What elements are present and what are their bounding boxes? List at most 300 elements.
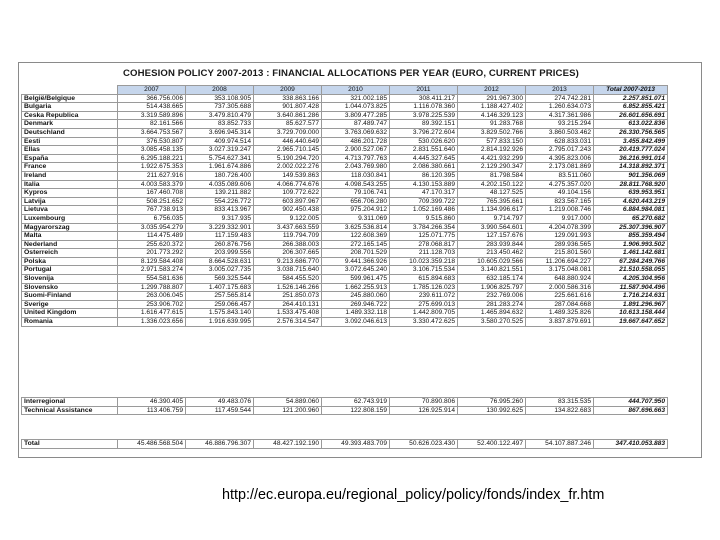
year-value-cell: 4.713.797.763 xyxy=(322,154,390,163)
year-value-cell: 656.706.280 xyxy=(322,197,390,206)
row-total-cell: 6.852.855.421 xyxy=(594,103,668,112)
year-value-cell: 118.030.841 xyxy=(322,171,390,180)
allocation-table xyxy=(21,85,668,327)
year-value-cell: 259.066.457 xyxy=(186,300,254,309)
year-value-cell: 4.035.089.606 xyxy=(186,180,254,189)
row-label: Ellas xyxy=(22,146,118,155)
row-label: Sverige xyxy=(22,300,118,309)
year-value-cell: 83.852.733 xyxy=(186,120,254,129)
year-value-cell: 3.664.753.567 xyxy=(118,128,186,137)
year-value-cell: 215.801.560 xyxy=(526,249,594,258)
year-value-cell: 709.399.722 xyxy=(390,197,458,206)
year-value-cell: 9.213.686.770 xyxy=(254,257,322,266)
year-value-cell: 119.794.709 xyxy=(254,232,322,241)
row-label: France xyxy=(22,163,118,172)
year-value-cell: 10.605.029.566 xyxy=(458,257,526,266)
year-value-cell: 9.317.935 xyxy=(186,214,254,223)
year-value-cell: 291.967.300 xyxy=(458,94,526,103)
year-value-cell: 1.906.825.797 xyxy=(458,283,526,292)
header-blank-cell xyxy=(22,86,118,95)
row-label: Deutschland xyxy=(22,128,118,137)
row-label: Technical Assistance xyxy=(22,406,118,415)
year-value-cell: 530.026.620 xyxy=(390,137,458,146)
year-value-cell: 3.580.270.525 xyxy=(458,318,526,327)
year-value-cell: 2.043.769.980 xyxy=(322,163,390,172)
country-row xyxy=(22,146,668,155)
year-value-cell: 1.052.169.486 xyxy=(390,206,458,215)
row-total-cell: 639.953.951 xyxy=(594,189,668,198)
row-total-cell: 67.284.249.766 xyxy=(594,257,668,266)
year-value-cell: 70.890.806 xyxy=(390,398,458,407)
year-value-cell: 180.726.400 xyxy=(186,171,254,180)
year-value-cell: 2.086.380.661 xyxy=(390,163,458,172)
year-value-cell: 3.140.821.551 xyxy=(458,266,526,275)
year-value-cell: 2.965.710.145 xyxy=(254,146,322,155)
row-label: Polska xyxy=(22,257,118,266)
year-value-cell: 1.662.255.913 xyxy=(322,283,390,292)
year-value-cell: 5.754.627.341 xyxy=(186,154,254,163)
year-value-cell: 1.785.126.023 xyxy=(390,283,458,292)
year-value-cell: 126.925.914 xyxy=(390,406,458,415)
year-value-cell: 269.946.722 xyxy=(322,300,390,309)
total-header: Total 2007-2013 xyxy=(594,86,668,95)
year-value-cell: 54.889.060 xyxy=(254,398,322,407)
row-total-cell: 65.270.682 xyxy=(594,214,668,223)
year-value-cell: 278.068.817 xyxy=(390,240,458,249)
year-value-cell: 275.699.013 xyxy=(390,300,458,309)
year-value-cell: 2.129.290.347 xyxy=(458,163,526,172)
row-label: Nederland xyxy=(22,240,118,249)
row-label: België/Belgique xyxy=(22,94,118,103)
year-value-cell: 79.106.741 xyxy=(322,189,390,198)
year-value-cell: 569.325.544 xyxy=(186,275,254,284)
country-row xyxy=(22,257,668,266)
row-total-cell: 36.216.991.014 xyxy=(594,154,668,163)
row-label: Luxembourg xyxy=(22,214,118,223)
year-value-cell: 11.206.694.227 xyxy=(526,257,594,266)
year-value-cell: 253.906.702 xyxy=(118,300,186,309)
year-value-cell: 1.219.008.746 xyxy=(526,206,594,215)
year-value-cell: 3.479.810.479 xyxy=(186,111,254,120)
row-label: Denmark xyxy=(22,120,118,129)
row-label: Malta xyxy=(22,232,118,241)
country-row xyxy=(22,223,668,232)
row-total-cell: 26.330.756.565 xyxy=(594,128,668,137)
row-total-cell: 444.707.950 xyxy=(594,398,668,407)
year-value-cell: 615.894.683 xyxy=(390,275,458,284)
year-value-cell: 245.880.060 xyxy=(322,292,390,301)
year-value-cell: 130.992.625 xyxy=(458,406,526,415)
year-value-cell: 83.315.535 xyxy=(526,398,594,407)
year-value-cell: 3.978.225.539 xyxy=(390,111,458,120)
row-label: Latvija xyxy=(22,197,118,206)
row-total-cell: 26.601.656.691 xyxy=(594,111,668,120)
year-value-cell: 89.392.151 xyxy=(390,120,458,129)
country-row xyxy=(22,309,668,318)
year-value-cell: 260.876.756 xyxy=(186,240,254,249)
year-value-cell: 1.134.996.617 xyxy=(458,206,526,215)
grand-total-rows xyxy=(22,440,668,449)
year-value-cell: 2.971.583.274 xyxy=(118,266,186,275)
country-row xyxy=(22,283,668,292)
year-value-cell: 632.185.174 xyxy=(458,275,526,284)
year-value-cell: 554.581.636 xyxy=(118,275,186,284)
year-value-cell: 4.202.150.122 xyxy=(458,180,526,189)
year-value-cell: 9.515.860 xyxy=(390,214,458,223)
year-value-cell: 3.229.332.901 xyxy=(186,223,254,232)
year-value-cell: 2.814.192.926 xyxy=(458,146,526,155)
year-value-cell: 2.831.551.640 xyxy=(390,146,458,155)
year-value-cell: 1.533.475.408 xyxy=(254,309,322,318)
year-value-cell: 263.006.045 xyxy=(118,292,186,301)
year-value-cell: 257.565.814 xyxy=(186,292,254,301)
year-value-cell: 3.092.046.613 xyxy=(322,318,390,327)
table-title: COHESION POLICY 2007-2013 : FINANCIAL ALLOCATIONS PER YEAR (EURO, CURRENT PRICES) xyxy=(123,68,579,79)
year-value-cell: 139.211.882 xyxy=(186,189,254,198)
year-value-cell: 1.575.843.140 xyxy=(186,309,254,318)
row-total-cell: 20.419.777.024 xyxy=(594,146,668,155)
year-value-cell: 45.486.568.504 xyxy=(118,440,186,449)
row-label: Österreich xyxy=(22,249,118,258)
year-value-cell: 833.413.967 xyxy=(186,206,254,215)
year-value-cell: 281.283.274 xyxy=(458,300,526,309)
year-value-cell: 901.807.428 xyxy=(254,103,322,112)
year-value-cell: 3.319.589.896 xyxy=(118,111,186,120)
year-value-cell: 3.796.272.604 xyxy=(390,128,458,137)
year-value-cell: 338.863.166 xyxy=(254,94,322,103)
year-value-cell: 3.784.266.354 xyxy=(390,223,458,232)
year-value-cell: 129.091.993 xyxy=(526,232,594,241)
year-value-cell: 767.738.913 xyxy=(118,206,186,215)
row-total-cell: 855.359.494 xyxy=(594,232,668,241)
year-value-cell: 3.696.945.314 xyxy=(186,128,254,137)
year-value-cell: 2.900.527.067 xyxy=(322,146,390,155)
year-value-cell: 82.161.566 xyxy=(118,120,186,129)
year-value-cell: 121.200.960 xyxy=(254,406,322,415)
year-value-cell: 122.608.369 xyxy=(322,232,390,241)
grand-total-table xyxy=(21,439,668,449)
row-total-cell: 1.716.214.631 xyxy=(594,292,668,301)
row-total-cell: 613.022.836 xyxy=(594,120,668,129)
year-value-cell: 127.157.676 xyxy=(458,232,526,241)
year-header: 2010 xyxy=(322,86,390,95)
year-value-cell: 9.714.797 xyxy=(458,214,526,223)
country-row xyxy=(22,232,668,241)
country-row xyxy=(22,128,668,137)
row-total-cell: 28.811.768.920 xyxy=(594,180,668,189)
year-value-cell: 737.305.688 xyxy=(186,103,254,112)
country-row xyxy=(22,103,668,112)
year-value-cell: 1.489.332.118 xyxy=(322,309,390,318)
year-value-cell: 648.880.924 xyxy=(526,275,594,284)
country-row xyxy=(22,94,668,103)
year-value-cell: 3.330.472.625 xyxy=(390,318,458,327)
year-value-cell: 49.393.483.709 xyxy=(322,440,390,449)
year-value-cell: 4.445.327.645 xyxy=(390,154,458,163)
year-value-cell: 599.961.475 xyxy=(322,275,390,284)
country-row xyxy=(22,214,668,223)
year-value-cell: 1.489.325.826 xyxy=(526,309,594,318)
year-value-cell: 225.661.616 xyxy=(526,292,594,301)
year-value-cell: 5.190.294.720 xyxy=(254,154,322,163)
year-value-cell: 9.122.005 xyxy=(254,214,322,223)
row-label: Bulgaria xyxy=(22,103,118,112)
year-value-cell: 289.936.565 xyxy=(526,240,594,249)
country-row xyxy=(22,249,668,258)
country-row xyxy=(22,189,668,198)
year-value-cell: 251.850.073 xyxy=(254,292,322,301)
row-label: Slovenija xyxy=(22,275,118,284)
row-label: Total xyxy=(22,440,118,449)
country-row xyxy=(22,180,668,189)
year-value-cell: 9.917.000 xyxy=(526,214,594,223)
year-value-cell: 3.437.663.559 xyxy=(254,223,322,232)
row-label: Kypros xyxy=(22,189,118,198)
row-total-cell: 867.696.663 xyxy=(594,406,668,415)
row-label: Ceska Republica xyxy=(22,111,118,120)
year-value-cell: 1.299.788.807 xyxy=(118,283,186,292)
year-value-cell: 1.260.634.073 xyxy=(526,103,594,112)
row-total-cell: 347.410.053.883 xyxy=(594,440,668,449)
year-value-cell: 823.567.165 xyxy=(526,197,594,206)
year-value-cell: 213.450.462 xyxy=(458,249,526,258)
country-row xyxy=(22,120,668,129)
year-value-cell: 2.576.314.547 xyxy=(254,318,322,327)
year-value-cell: 3.829.502.766 xyxy=(458,128,526,137)
year-value-cell: 9.311.069 xyxy=(322,214,390,223)
year-value-cell: 446.440.649 xyxy=(254,137,322,146)
row-total-cell: 4.620.443.219 xyxy=(594,197,668,206)
row-total-cell: 25.307.396.907 xyxy=(594,223,668,232)
row-total-cell: 6.884.984.081 xyxy=(594,206,668,215)
extra-row xyxy=(22,406,668,415)
year-value-cell: 1.116.078.360 xyxy=(390,103,458,112)
country-row xyxy=(22,163,668,172)
row-total-cell: 901.356.069 xyxy=(594,171,668,180)
year-value-cell: 3.175.048.081 xyxy=(526,266,594,275)
year-value-cell: 47.170.317 xyxy=(390,189,458,198)
year-value-cell: 206.307.665 xyxy=(254,249,322,258)
year-value-cell: 91.283.768 xyxy=(458,120,526,129)
year-value-cell: 46.390.405 xyxy=(118,398,186,407)
country-row xyxy=(22,154,668,163)
year-value-cell: 486.201.728 xyxy=(322,137,390,146)
year-value-cell: 50.626.023.430 xyxy=(390,440,458,449)
year-value-cell: 1.616.477.615 xyxy=(118,309,186,318)
year-value-cell: 1.336.023.656 xyxy=(118,318,186,327)
year-value-cell: 85.627.577 xyxy=(254,120,322,129)
year-value-cell: 514.438.665 xyxy=(118,103,186,112)
year-value-cell: 6.756.035 xyxy=(118,214,186,223)
row-label: Ireland xyxy=(22,171,118,180)
row-label: Portugal xyxy=(22,266,118,275)
year-value-cell: 3.027.319.247 xyxy=(186,146,254,155)
row-label: Italia xyxy=(22,180,118,189)
row-total-cell: 3.455.842.499 xyxy=(594,137,668,146)
country-row xyxy=(22,206,668,215)
row-label: United Kingdom xyxy=(22,309,118,318)
year-value-cell: 134.822.683 xyxy=(526,406,594,415)
year-value-cell: 1.961.674.886 xyxy=(186,163,254,172)
extra-row xyxy=(22,398,668,407)
year-value-cell: 3.106.715.534 xyxy=(390,266,458,275)
year-value-cell: 577.833.150 xyxy=(458,137,526,146)
row-total-cell: 19.667.647.652 xyxy=(594,318,668,327)
year-value-cell: 49.104.156 xyxy=(526,189,594,198)
row-total-cell: 1.891.296.967 xyxy=(594,300,668,309)
year-value-cell: 508.251.652 xyxy=(118,197,186,206)
row-label: Eesti xyxy=(22,137,118,146)
row-label: Lietuva xyxy=(22,206,118,215)
year-value-cell: 4.098.543.255 xyxy=(322,180,390,189)
year-value-cell: 3.072.645.240 xyxy=(322,266,390,275)
year-value-cell: 211.128.703 xyxy=(390,249,458,258)
year-value-cell: 117.159.483 xyxy=(186,232,254,241)
year-value-cell: 2.002.022.276 xyxy=(254,163,322,172)
row-total-cell: 1.461.142.681 xyxy=(594,249,668,258)
year-value-cell: 1.465.894.632 xyxy=(458,309,526,318)
year-header: 2011 xyxy=(390,86,458,95)
source-url: http://ec.europa.eu/regional_policy/policy/fonds/index_fr.htm xyxy=(222,487,605,503)
year-value-cell: 113.406.759 xyxy=(118,406,186,415)
year-value-cell: 122.808.159 xyxy=(322,406,390,415)
year-value-cell: 114.475.489 xyxy=(118,232,186,241)
year-value-cell: 3.038.715.640 xyxy=(254,266,322,275)
year-value-cell: 3.837.879.691 xyxy=(526,318,594,327)
year-value-cell: 9.441.366.926 xyxy=(322,257,390,266)
year-value-cell: 4.421.932.299 xyxy=(458,154,526,163)
year-value-cell: 554.226.772 xyxy=(186,197,254,206)
row-label: España xyxy=(22,154,118,163)
row-total-cell: 14.318.892.371 xyxy=(594,163,668,172)
year-value-cell: 93.215.294 xyxy=(526,120,594,129)
year-header: 2009 xyxy=(254,86,322,95)
country-row xyxy=(22,275,668,284)
year-value-cell: 8.129.584.408 xyxy=(118,257,186,266)
country-row xyxy=(22,111,668,120)
year-value-cell: 584.455.520 xyxy=(254,275,322,284)
country-row xyxy=(22,197,668,206)
year-value-cell: 8.664.528.631 xyxy=(186,257,254,266)
year-value-cell: 975.204.912 xyxy=(322,206,390,215)
year-value-cell: 4.146.329.123 xyxy=(458,111,526,120)
year-header: 2008 xyxy=(186,86,254,95)
year-value-cell: 3.990.564.601 xyxy=(458,223,526,232)
year-header: 2012 xyxy=(458,86,526,95)
year-value-cell: 4.395.823.006 xyxy=(526,154,594,163)
country-row xyxy=(22,266,668,275)
year-value-cell: 239.611.072 xyxy=(390,292,458,301)
year-value-cell: 264.410.131 xyxy=(254,300,322,309)
row-label: Slovensko xyxy=(22,283,118,292)
year-value-cell: 10.023.359.218 xyxy=(390,257,458,266)
extra-allocation-table xyxy=(21,397,668,415)
grand-total-row xyxy=(22,440,668,449)
year-value-cell: 266.388.003 xyxy=(254,240,322,249)
year-value-cell: 1.916.639.995 xyxy=(186,318,254,327)
year-value-cell: 125.071.775 xyxy=(390,232,458,241)
row-label: Suomi-Finland xyxy=(22,292,118,301)
country-row xyxy=(22,318,668,327)
country-row xyxy=(22,171,668,180)
year-value-cell: 3.085.458.135 xyxy=(118,146,186,155)
year-value-cell: 46.886.796.307 xyxy=(186,440,254,449)
year-value-cell: 3.809.477.285 xyxy=(322,111,390,120)
country-row xyxy=(22,240,668,249)
year-header: 2013 xyxy=(526,86,594,95)
year-value-cell: 3.763.069.632 xyxy=(322,128,390,137)
year-value-cell: 353.108.905 xyxy=(186,94,254,103)
row-label: Interregional xyxy=(22,398,118,407)
year-value-cell: 255.620.372 xyxy=(118,240,186,249)
year-value-cell: 167.460.708 xyxy=(118,189,186,198)
year-value-cell: 4.275.357.020 xyxy=(526,180,594,189)
year-value-cell: 2.795.017.243 xyxy=(526,146,594,155)
row-total-cell: 4.205.304.956 xyxy=(594,275,668,284)
row-label: Romania xyxy=(22,318,118,327)
row-total-cell: 10.613.158.444 xyxy=(594,309,668,318)
row-total-cell: 11.587.904.496 xyxy=(594,283,668,292)
year-value-cell: 52.400.122.497 xyxy=(458,440,526,449)
year-value-cell: 902.450.438 xyxy=(254,206,322,215)
year-value-cell: 4.130.153.889 xyxy=(390,180,458,189)
year-value-cell: 409.974.514 xyxy=(186,137,254,146)
year-value-cell: 117.459.544 xyxy=(186,406,254,415)
year-value-cell: 232.769.006 xyxy=(458,292,526,301)
year-value-cell: 48.427.192.190 xyxy=(254,440,322,449)
country-row xyxy=(22,137,668,146)
year-value-cell: 376.530.807 xyxy=(118,137,186,146)
year-value-cell: 203.999.556 xyxy=(186,249,254,258)
year-value-cell: 48.127.525 xyxy=(458,189,526,198)
year-value-cell: 109.772.622 xyxy=(254,189,322,198)
year-value-cell: 86.120.395 xyxy=(390,171,458,180)
year-value-cell: 366.756.006 xyxy=(118,94,186,103)
year-value-cell: 1.188.427.402 xyxy=(458,103,526,112)
year-value-cell: 62.743.919 xyxy=(322,398,390,407)
country-row xyxy=(22,292,668,301)
extra-rows xyxy=(22,398,668,415)
year-value-cell: 6.295.188.221 xyxy=(118,154,186,163)
year-value-cell: 211.627.916 xyxy=(118,171,186,180)
year-value-cell: 3.640.861.286 xyxy=(254,111,322,120)
country-rows xyxy=(22,94,668,326)
year-value-cell: 274.742.281 xyxy=(526,94,594,103)
year-value-cell: 201.773.292 xyxy=(118,249,186,258)
year-value-cell: 4.204.078.399 xyxy=(526,223,594,232)
year-header: 2007 xyxy=(118,86,186,95)
year-value-cell: 1.407.175.683 xyxy=(186,283,254,292)
row-label: Magyarorszag xyxy=(22,223,118,232)
year-value-cell: 3.005.027.735 xyxy=(186,266,254,275)
header-row xyxy=(22,86,668,95)
year-value-cell: 83.511.060 xyxy=(526,171,594,180)
year-value-cell: 4.317.361.986 xyxy=(526,111,594,120)
year-value-cell: 603.897.967 xyxy=(254,197,322,206)
row-total-cell: 21.510.558.055 xyxy=(594,266,668,275)
year-value-cell: 272.165.145 xyxy=(322,240,390,249)
year-value-cell: 1.526.146.266 xyxy=(254,283,322,292)
year-value-cell: 308.411.217 xyxy=(390,94,458,103)
year-value-cell: 1.442.809.705 xyxy=(390,309,458,318)
year-value-cell: 1.922.675.353 xyxy=(118,163,186,172)
row-total-cell: 1.906.993.502 xyxy=(594,240,668,249)
year-value-cell: 2.173.081.869 xyxy=(526,163,594,172)
year-value-cell: 49.483.076 xyxy=(186,398,254,407)
country-row xyxy=(22,300,668,309)
year-value-cell: 149.539.863 xyxy=(254,171,322,180)
year-value-cell: 4.066.774.676 xyxy=(254,180,322,189)
